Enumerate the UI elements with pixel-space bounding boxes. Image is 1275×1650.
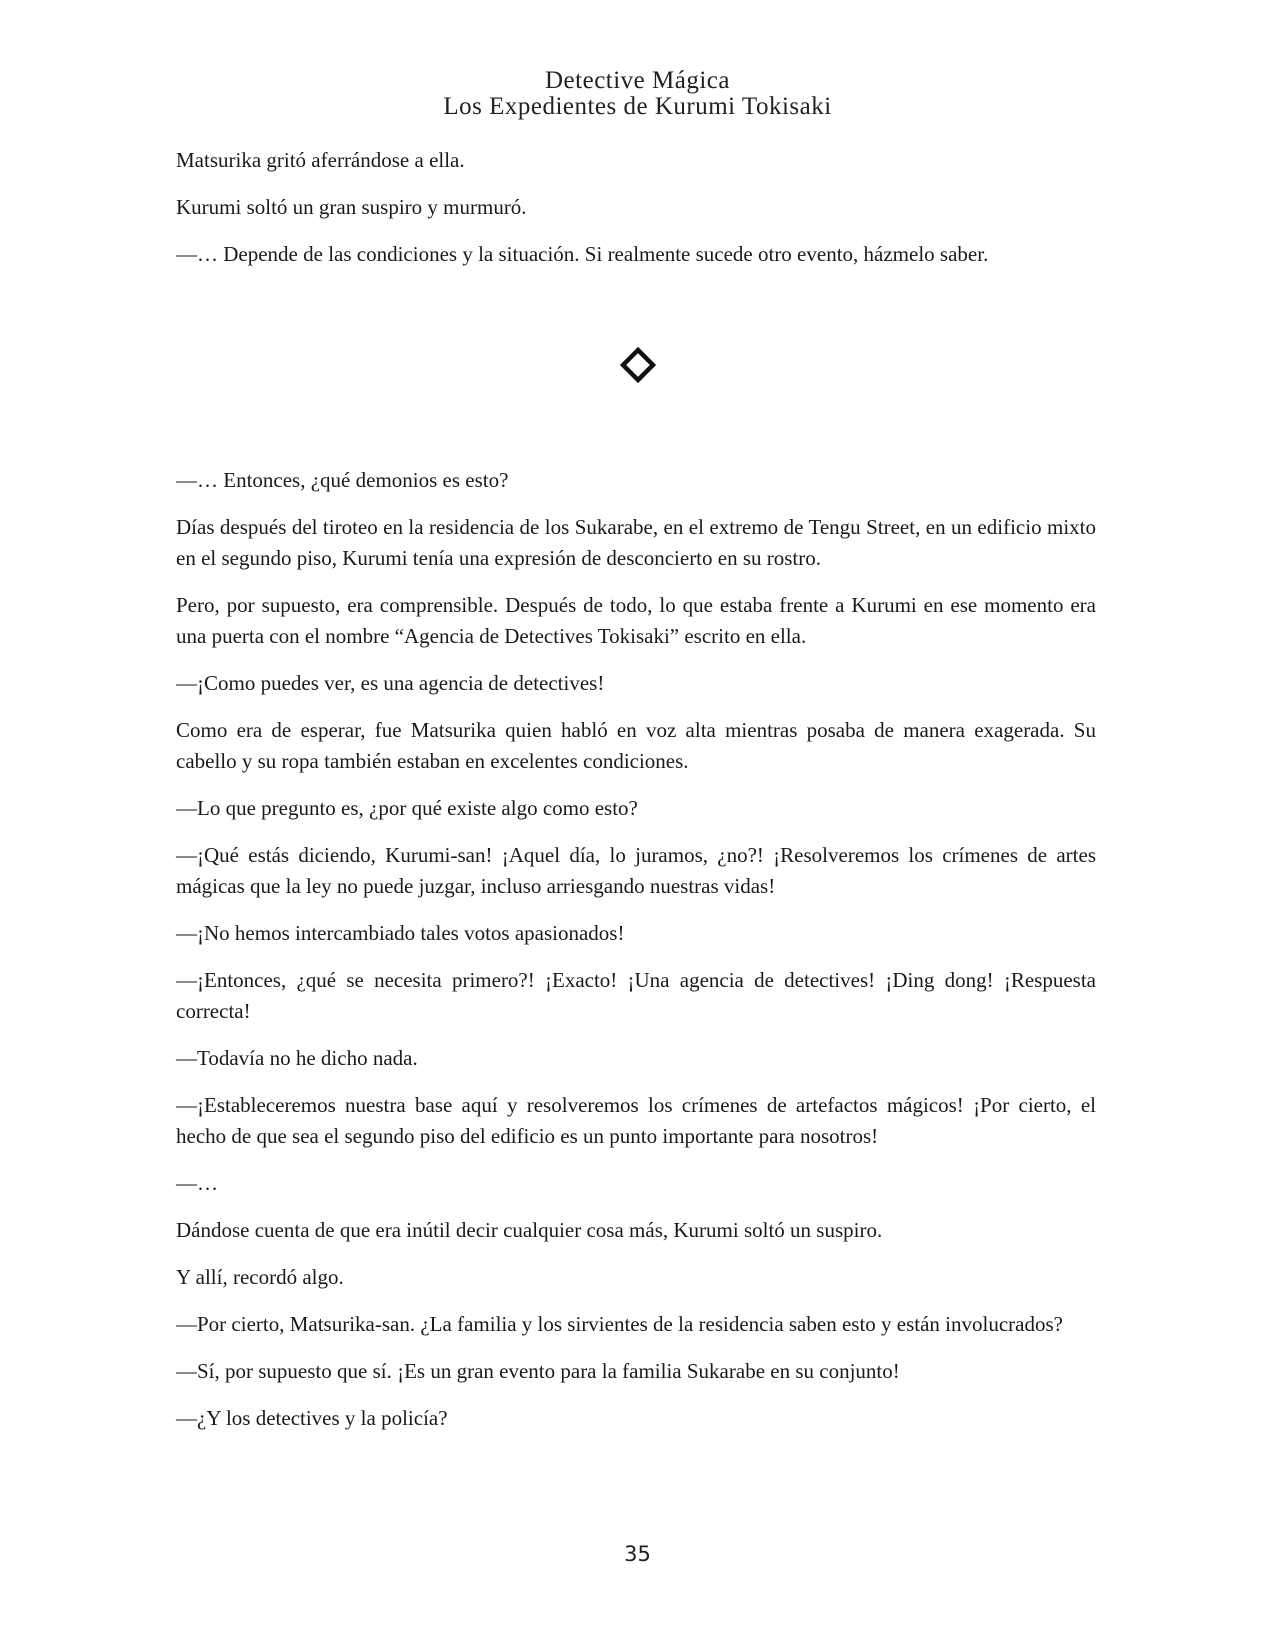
text-block-after-break <box>176 465 1096 1450</box>
paragraph: —Sí, por supuesto que sí. ¡Es un gran evento para la familia Sukarabe en su conjunto! <box>176 1359 900 1383</box>
paragraph: —¡Entonces, ¿qué se necesita primero?! ¡Exacto! ¡Una agencia de detectives! ¡Ding dong! ¡Respuesta correcta! <box>176 968 1096 1023</box>
header-series-title: Detective Mágica <box>545 67 730 94</box>
paragraph: —¡No hemos intercambiado tales votos apasionados! <box>176 921 625 945</box>
paragraph: —… <box>176 1171 218 1195</box>
paragraph: —Lo que pregunto es, ¿por qué existe algo como esto? <box>176 796 638 820</box>
paragraph: —Por cierto, Matsurika-san. ¿La familia y los sirvientes de la residencia saben esto y están involucrados? <box>176 1312 1063 1336</box>
paragraph: Y allí, recordó algo. <box>176 1265 344 1289</box>
scene-break <box>0 345 1275 385</box>
paragraph: —¡Como puedes ver, es una agencia de detectives! <box>176 671 605 695</box>
paragraph: —¡Qué estás diciendo, Kurumi-san! ¡Aquel día, lo juramos, ¿no?! ¡Resolveremos los crímenes de artes mágicas que la ley no puede juzgar, incluso arriesgando nuestras vidas! <box>176 843 1096 898</box>
header-book-title: Los Expedientes de Kurumi Tokisaki <box>443 93 832 120</box>
paragraph: —¿Y los detectives y la policía? <box>176 1406 448 1430</box>
page-number: 35 <box>624 1542 651 1566</box>
paragraph: —¡Estableceremos nuestra base aquí y resolveremos los crímenes de artefactos mágicos! ¡Por cierto, el hecho de que sea el segundo piso del edificio es un punto importante para nosotros! <box>176 1093 1096 1148</box>
paragraph: Pero, por supuesto, era comprensible. Después de todo, lo que estaba frente a Kurumi en ese momento era una puerta con el nombre “Agencia de Detectives Tokisaki” escrito en ella. <box>176 593 1096 648</box>
paragraph: Días después del tiroteo en la residencia de los Sukarabe, en el extremo de Tengu Street, en un edificio mixto en el segundo piso, Kurumi tenía una expresión de desconcierto en su rostro. <box>176 515 1096 570</box>
paragraph: Como era de esperar, fue Matsurika quien habló en voz alta mientras posaba de manera exagerada. Su cabello y su ropa también estaban en excelentes condiciones. <box>176 718 1096 773</box>
text-block-before-break <box>176 145 1096 286</box>
diamond-outline-icon <box>620 347 656 383</box>
paragraph: Dándose cuenta de que era inútil decir cualquier cosa más, Kurumi soltó un suspiro. <box>176 1218 883 1242</box>
paragraph: Kurumi soltó un gran suspiro y murmuró. <box>176 195 527 219</box>
paragraph: —… Depende de las condiciones y la situación. Si realmente sucede otro evento, házmelo saber. <box>176 242 989 266</box>
paragraph: —… Entonces, ¿qué demonios es esto? <box>176 468 509 492</box>
paragraph: Matsurika gritó aferrándose a ella. <box>176 148 465 172</box>
running-header <box>0 68 1275 120</box>
paragraph: —Todavía no he dicho nada. <box>176 1046 418 1070</box>
